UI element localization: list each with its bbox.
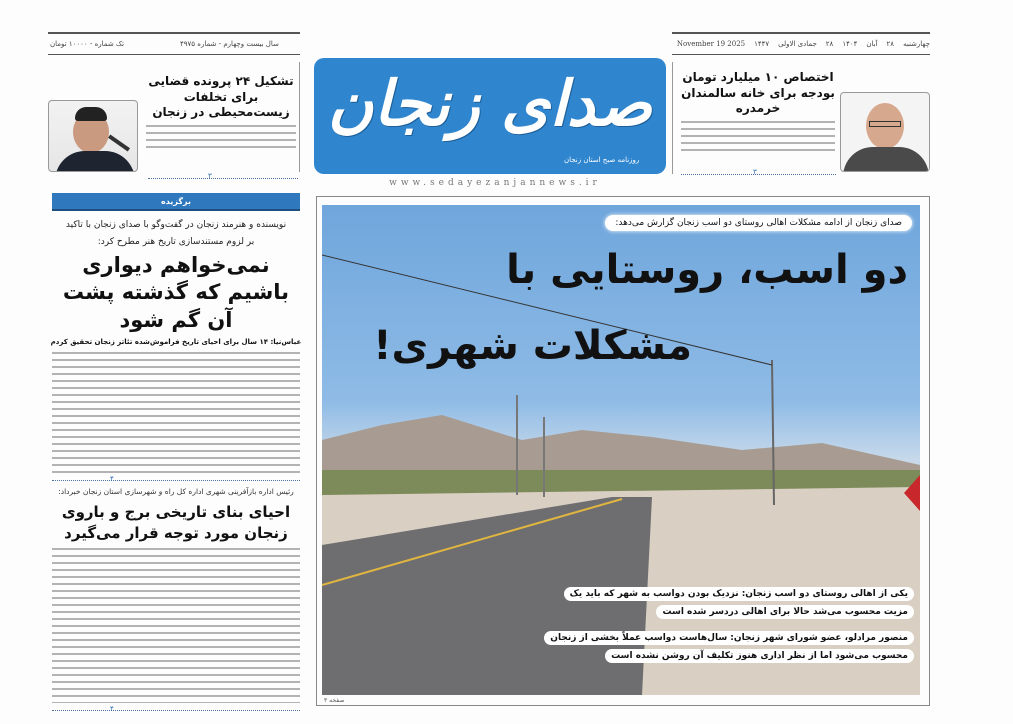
top-left-headline: تشکیل ۲۴ پرونده قضایی برای تخلفات زیست‌محیطی در زنجان (148, 74, 294, 120)
masthead-title: صدای زنجان (327, 67, 653, 140)
featured-subhead: عباس‌نیا: ۱۴ سال برای احیای تاریخ فراموش‌شده تئاتر زنجان تحقیق کردم (50, 338, 302, 347)
body-text (681, 121, 835, 151)
second-story (52, 487, 300, 703)
quote-2-text: منصور مرادلو، عضو شورای شهر زنجان: سال‌هاست دواسب عملاً بخشی از زنجان محسوب می‌شود اما از نظر اداری هنوز تکلیف آن روشن نشده است (544, 631, 914, 663)
second-headline[interactable]: احیای بنای تاریخی برج و باروی زنجان مورد توجه قرار می‌گیرد (61, 502, 291, 542)
issue-volume: سال بیست وچهارم - شماره ۴۹۷۵ (180, 40, 279, 48)
section-label: برگزیده (52, 193, 300, 211)
month: آبان (866, 40, 878, 48)
top-left-text (144, 74, 298, 166)
issue-price: تک شماره - ۱۰۰۰۰ تومان (50, 40, 125, 48)
page-ref: ۳ (753, 168, 757, 176)
featured-headline[interactable]: نمی‌خواهم دیواری باشیم که گذشته پشت آن گم شود (62, 253, 290, 332)
top-rule (48, 32, 300, 34)
featured-story (48, 193, 304, 475)
divider (681, 174, 836, 175)
day-hijri: ۲۸ (825, 40, 834, 48)
weekday: چهارشنبه (903, 40, 930, 48)
quote-1 (544, 585, 914, 621)
gregorian-date: November 19 2025 (676, 40, 746, 48)
main-kicker: صدای زنجان از ادامه مشکلات اهالی روستای دو اسب زنجان گزارش می‌دهد: (605, 215, 912, 231)
hair (75, 107, 107, 121)
divider (52, 480, 300, 481)
quote-2 (544, 629, 914, 665)
quotes (544, 585, 914, 665)
date-rule (48, 54, 300, 55)
top-right-story[interactable] (672, 62, 930, 174)
suit (55, 151, 135, 172)
body-text (146, 125, 296, 151)
second-kicker: رئیس اداره بازآفرینی شهری اداره کل راه و شهرسازی استان زنجان خبرداد: (58, 487, 294, 496)
date-rule (672, 54, 930, 55)
suit (843, 147, 929, 172)
year: ۱۴۰۴ (842, 40, 858, 48)
featured-kicker: نویسنده و هنرمند زنجان در گفت‌وگو با صدای زنجان با تاکید (65, 220, 287, 230)
top-right-text (679, 70, 837, 168)
featured-body (52, 352, 300, 475)
main-page-ref: صفحه ۳ (324, 697, 345, 704)
glasses (869, 121, 901, 127)
dateline (677, 40, 930, 48)
person-photo (840, 92, 930, 172)
top-right-headline: اختصاص ۱۰ میلیارد تومان بودجه برای خانه سالمندان خرمدره (681, 70, 835, 116)
second-body (52, 548, 300, 704)
masthead-subtitle: روزنامه صبح استان زنجان (564, 156, 640, 164)
masthead-logo (314, 58, 666, 174)
page-ref: ۳ (208, 172, 212, 180)
divider (148, 178, 298, 179)
page-ref: ۴ (110, 475, 114, 483)
website-url: www.sedayezanjannews.ir (389, 178, 601, 188)
top-rule (672, 32, 930, 34)
month-hijri: جمادی الاولی (778, 40, 817, 48)
year-hijri: ۱۴۴۷ (754, 40, 770, 48)
day: ۲۸ (886, 40, 895, 48)
main-headline-line2[interactable]: مشکلات شهری! (373, 323, 692, 369)
featured-kicker-2: بر لزوم مستندسازی تاریخ هنر مطرح کرد: (97, 236, 255, 247)
top-left-story[interactable] (48, 62, 300, 180)
microphone (108, 134, 130, 151)
person-photo (48, 100, 138, 172)
page-ref: ۴ (110, 705, 114, 713)
main-photo (322, 205, 920, 695)
divider (52, 710, 300, 711)
main-headline-line1[interactable]: دو اسب، روستایی با (506, 247, 908, 293)
quote-1-text: یکی از اهالی روستای دو اسب زنجان: نزدیک بودن دواسب به شهر که باید یک مزیت محسوب می‌شد حالا برای اهالی دردسر شده است (564, 587, 914, 619)
